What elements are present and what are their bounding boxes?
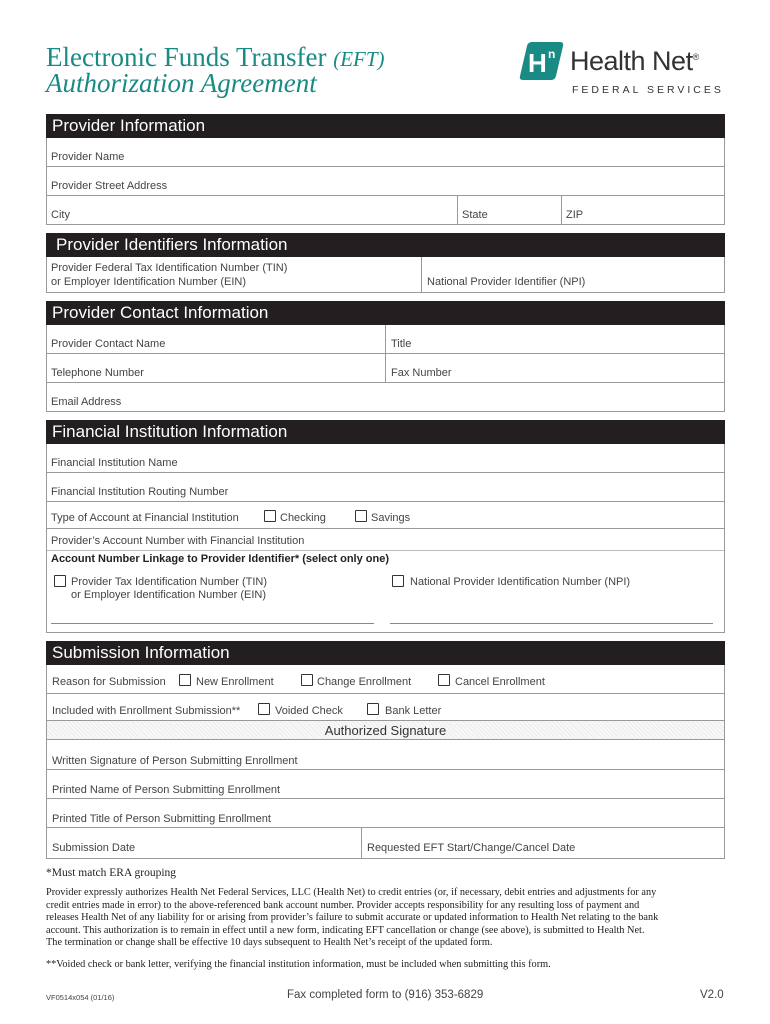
bank-letter-label: Bank Letter: [385, 705, 442, 717]
city-state-zip-row: [47, 196, 724, 225]
routing-number-label: Financial Institution Routing Number: [51, 486, 229, 498]
dates-row: [47, 828, 724, 859]
fax-label: Fax Number: [391, 367, 452, 379]
link-npi-checkbox[interactable]: [392, 575, 404, 587]
account-linkage-heading: Account Number Linkage to Provider Identifier* (select only one): [51, 553, 390, 565]
paragraph-line: The termination or change shall be effective 10 days subsequent to Health Net’s receipt of the updated form.: [46, 937, 493, 949]
account-type-row: [47, 502, 724, 529]
paragraph-line: account. This authorization is to remain in effect until a new form, indicating EFT cancellation or change (see above), is submitted to Health Net.: [46, 924, 645, 936]
contact-name-field[interactable]: [47, 325, 385, 353]
paragraph-line: Provider expressly authorizes Health Net Federal Services, LLC (Health Net) to credit entries (or, if necessary, debit entries and adjustments for any: [46, 887, 657, 898]
logo-subtitle: FEDERAL SERVICES: [572, 84, 724, 96]
form-title-line2: Authorization Agreement: [46, 68, 317, 98]
link-npi-entry-line[interactable]: [390, 623, 713, 624]
written-signature-label: Written Signature of Person Submitting Enrollment: [52, 755, 298, 767]
cancel-enrollment-label: Cancel Enrollment: [455, 676, 545, 688]
form-title-line1: Electronic Funds Transfer (EFT): [46, 42, 385, 72]
section-submission: Submission Information: [46, 641, 725, 665]
contact-row-1: [47, 325, 724, 354]
telephone-label: Telephone Number: [51, 367, 144, 379]
svg-text:H: H: [528, 48, 547, 78]
printed-title-label: Printed Title of Person Submitting Enrollment: [52, 813, 271, 825]
checking-checkbox[interactable]: [264, 510, 276, 522]
npi-label: National Provider Identifier (NPI): [427, 276, 586, 288]
svg-text:n: n: [548, 47, 556, 61]
reason-label: Reason for Submission: [52, 676, 166, 688]
form-title-eft: (EFT): [333, 47, 385, 71]
authorized-signature-band: Authorized Signature: [47, 721, 724, 740]
voided-check-checkbox[interactable]: [258, 703, 270, 715]
change-enrollment-label: Change Enrollment: [317, 676, 412, 688]
era-note: *Must match ERA grouping: [46, 867, 177, 879]
requested-date-label: Requested EFT Start/Change/Cancel Date: [367, 842, 576, 854]
city-field[interactable]: [47, 196, 457, 224]
requested-date-field[interactable]: [361, 828, 724, 858]
link-ein-label: or Employer Identification Number (EIN): [71, 589, 267, 601]
voided-check-note: **Voided check or bank letter, verifying the financial institution information, must be included when submitting this form.: [46, 959, 551, 970]
contact-title-label: Title: [391, 338, 412, 350]
logo-name: Health Net®: [570, 46, 699, 76]
form-version: V2.0: [700, 989, 724, 1001]
account-number-label: Provider’s Account Number with Financial Institution: [51, 535, 305, 547]
provider-name-label: Provider Name: [51, 151, 125, 163]
telephone-field[interactable]: [47, 354, 385, 382]
submission-box: [46, 665, 725, 859]
tin-ein-field[interactable]: [47, 257, 421, 292]
ein-label: or Employer Identification Number (EIN): [51, 276, 247, 288]
included-label: Included with Enrollment Submission**: [52, 705, 241, 717]
state-field[interactable]: [457, 196, 561, 224]
routing-number-field[interactable]: [47, 473, 724, 502]
tin-label: Provider Federal Tax Identification Number (TIN): [51, 262, 288, 274]
paragraph-line: releases Health Net of any liability for or arising from provider’s failure to submit accurate or updated information to Health Net relating to the bank: [46, 912, 659, 924]
link-npi-label: National Provider Identification Number (NPI): [410, 576, 631, 588]
form-id: VF0514x054 (01/16): [46, 993, 115, 1002]
identifiers-row: [47, 257, 724, 293]
city-label: City: [51, 209, 70, 221]
new-enrollment-label: New Enrollment: [196, 676, 274, 688]
financial-box: [46, 444, 725, 633]
printed-title-field[interactable]: [47, 799, 724, 828]
institution-name-label: Financial Institution Name: [51, 457, 178, 469]
provider-name-field[interactable]: [47, 138, 724, 167]
provider-street-label: Provider Street Address: [51, 180, 168, 192]
zip-field[interactable]: [561, 196, 724, 224]
submission-date-field[interactable]: [47, 828, 361, 858]
institution-name-field[interactable]: [47, 444, 724, 473]
checking-label: Checking: [280, 512, 326, 524]
bank-letter-checkbox[interactable]: [367, 703, 379, 715]
section-provider-identifiers: Provider Identifiers Information: [46, 233, 725, 257]
section-provider-information: Provider Information: [46, 114, 725, 138]
printed-name-field[interactable]: [47, 770, 724, 799]
written-signature-field[interactable]: [47, 740, 724, 770]
contact-name-label: Provider Contact Name: [51, 338, 166, 350]
section-financial-institution: Financial Institution Information: [46, 420, 725, 444]
voided-check-label: Voided Check: [275, 705, 343, 717]
savings-label: Savings: [371, 512, 411, 524]
health-net-logo-mark: [516, 38, 566, 84]
contact-box: [46, 325, 725, 412]
contact-title-field[interactable]: [385, 325, 724, 353]
contact-row-2: [47, 354, 724, 383]
link-tin-checkbox[interactable]: [54, 575, 66, 587]
new-enrollment-checkbox[interactable]: [179, 674, 191, 686]
savings-checkbox[interactable]: [355, 510, 367, 522]
printed-name-label: Printed Name of Person Submitting Enrollment: [52, 784, 281, 796]
link-tin-entry-line[interactable]: [51, 623, 374, 624]
submission-date-label: Submission Date: [52, 842, 136, 854]
zip-label: ZIP: [566, 209, 584, 221]
authorization-paragraph: [46, 887, 726, 950]
npi-field[interactable]: [421, 257, 724, 292]
email-field[interactable]: [47, 383, 724, 412]
included-row: [47, 694, 724, 721]
account-number-field[interactable]: [47, 529, 724, 551]
change-enrollment-checkbox[interactable]: [301, 674, 313, 686]
identifiers-box: [46, 257, 725, 293]
account-type-label: Type of Account at Financial Institution: [51, 512, 239, 524]
email-label: Email Address: [51, 396, 122, 408]
link-tin-label: Provider Tax Identification Number (TIN): [71, 576, 268, 588]
provider-information-box: [46, 138, 725, 225]
fax-field[interactable]: [385, 354, 724, 382]
paragraph-line: credit entries made in error) to the above-referenced bank account number. Provider accepts responsibility for any resulting loss of payment and: [46, 899, 640, 911]
fax-instruction: Fax completed form to (916) 353-6829: [287, 989, 484, 1001]
section-provider-contact: Provider Contact Information: [46, 301, 725, 325]
reason-row: [47, 665, 724, 694]
provider-street-field[interactable]: [47, 167, 724, 196]
cancel-enrollment-checkbox[interactable]: [438, 674, 450, 686]
state-label: State: [462, 209, 488, 221]
